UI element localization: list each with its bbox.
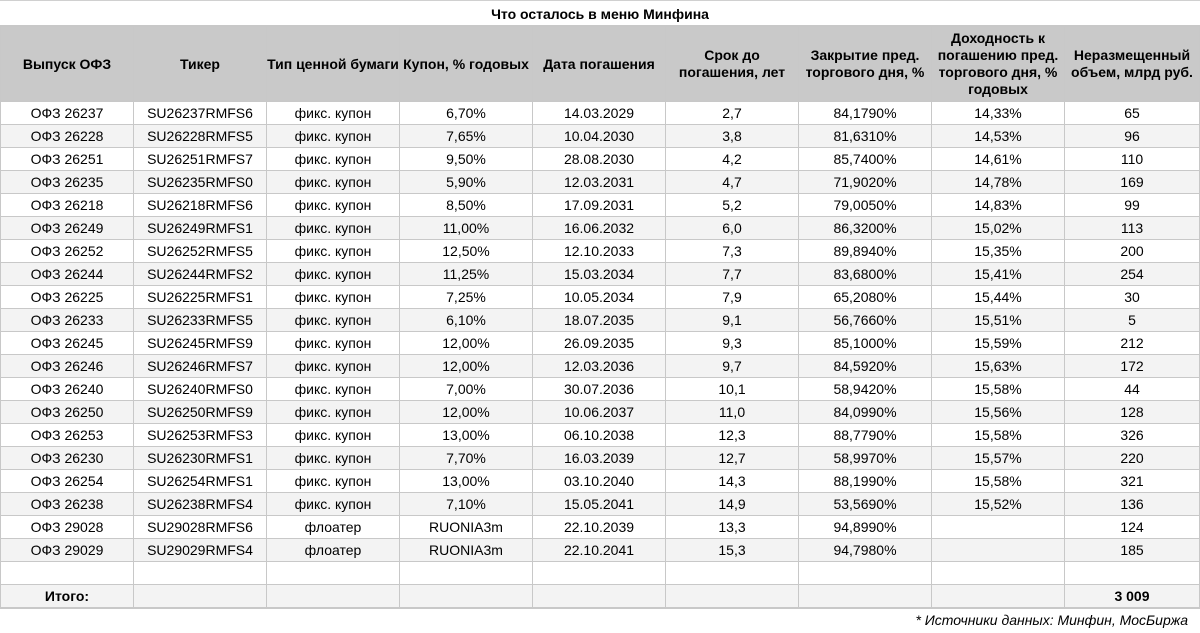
table-cell[interactable]: 254: [1065, 263, 1200, 286]
table-cell[interactable]: 15,58%: [932, 424, 1065, 447]
table-cell[interactable]: 124: [1065, 516, 1200, 539]
table-cell[interactable]: SU26218RMFS6: [134, 194, 267, 217]
table-cell[interactable]: ОФЗ 26237: [1, 102, 134, 125]
table-cell[interactable]: 88,7790%: [799, 424, 932, 447]
table-cell[interactable]: 10,1: [666, 378, 799, 401]
table-cell[interactable]: 65: [1065, 102, 1200, 125]
table-cell[interactable]: 58,9970%: [799, 447, 932, 470]
table-cell[interactable]: 2,7: [666, 102, 799, 125]
source-footnote: * Источники данных: Минфин, МосБиржа: [0, 608, 1200, 631]
table-cell[interactable]: 14,3: [666, 470, 799, 493]
table-cell[interactable]: 9,7: [666, 355, 799, 378]
table-cell[interactable]: 136: [1065, 493, 1200, 516]
table-cell[interactable]: фикс. купон: [267, 194, 400, 217]
table-row: [1, 148, 1200, 171]
table-cell[interactable]: 7,00%: [400, 378, 533, 401]
empty-cell[interactable]: [932, 562, 1065, 585]
table-cell[interactable]: 81,6310%: [799, 125, 932, 148]
table-cell[interactable]: 12.03.2031: [533, 171, 666, 194]
table-cell[interactable]: 7,70%: [400, 447, 533, 470]
table-cell[interactable]: SU26225RMFS1: [134, 286, 267, 309]
empty-cell[interactable]: [134, 585, 267, 608]
table-cell[interactable]: 6,70%: [400, 102, 533, 125]
table-cell[interactable]: 79,0050%: [799, 194, 932, 217]
table-cell[interactable]: 7,9: [666, 286, 799, 309]
column-header[interactable]: Выпуск ОФЗ: [1, 27, 134, 102]
table-cell[interactable]: фикс. купон: [267, 240, 400, 263]
table-cell[interactable]: фикс. купон: [267, 332, 400, 355]
table-cell[interactable]: 5,90%: [400, 171, 533, 194]
table-cell[interactable]: 14,33%: [932, 102, 1065, 125]
table-cell[interactable]: 15,35%: [932, 240, 1065, 263]
table-cell[interactable]: 26.09.2035: [533, 332, 666, 355]
table-cell[interactable]: фикс. купон: [267, 378, 400, 401]
table-header: [1, 27, 1200, 102]
table-cell[interactable]: ОФЗ 26235: [1, 171, 134, 194]
empty-cell[interactable]: [666, 585, 799, 608]
empty-cell[interactable]: [932, 585, 1065, 608]
table-cell[interactable]: 4,2: [666, 148, 799, 171]
table-row: [1, 309, 1200, 332]
table-cell[interactable]: ОФЗ 26251: [1, 148, 134, 171]
table-cell[interactable]: 10.06.2037: [533, 401, 666, 424]
table-cell[interactable]: 185: [1065, 539, 1200, 562]
table-cell[interactable]: 44: [1065, 378, 1200, 401]
table-cell[interactable]: 12,3: [666, 424, 799, 447]
table-cell[interactable]: RUONIA3m: [400, 539, 533, 562]
table-cell[interactable]: ОФЗ 26250: [1, 401, 134, 424]
table-cell[interactable]: 58,9420%: [799, 378, 932, 401]
table-row: [1, 240, 1200, 263]
table-cell[interactable]: 96: [1065, 125, 1200, 148]
table-cell[interactable]: SU26235RMFS0: [134, 171, 267, 194]
table-cell[interactable]: 11,0: [666, 401, 799, 424]
table-cell[interactable]: 15,63%: [932, 355, 1065, 378]
table-cell[interactable]: 85,7400%: [799, 148, 932, 171]
table-cell[interactable]: [932, 516, 1065, 539]
table-cell[interactable]: фикс. купон: [267, 171, 400, 194]
table-cell[interactable]: RUONIA3m: [400, 516, 533, 539]
table-row: [1, 171, 1200, 194]
table-cell[interactable]: 30: [1065, 286, 1200, 309]
table-cell[interactable]: 13,00%: [400, 470, 533, 493]
column-header[interactable]: Доходность к погашению пред. торгового дня, % годовых: [932, 27, 1065, 102]
table-cell[interactable]: 88,1990%: [799, 470, 932, 493]
empty-cell[interactable]: [267, 585, 400, 608]
table-cell[interactable]: SU26246RMFS7: [134, 355, 267, 378]
table-cell[interactable]: 7,3: [666, 240, 799, 263]
table-cell[interactable]: 89,8940%: [799, 240, 932, 263]
table-cell[interactable]: ОФЗ 26245: [1, 332, 134, 355]
table-cell[interactable]: 3,8: [666, 125, 799, 148]
table-cell[interactable]: 12,7: [666, 447, 799, 470]
table-cell[interactable]: ОФЗ 26254: [1, 470, 134, 493]
table-cell[interactable]: SU29028RMFS6: [134, 516, 267, 539]
table-cell[interactable]: 15,3: [666, 539, 799, 562]
empty-row: [1, 562, 1200, 585]
table-cell[interactable]: SU29029RMFS4: [134, 539, 267, 562]
table-row: [1, 355, 1200, 378]
empty-cell[interactable]: [533, 585, 666, 608]
table-cell[interactable]: 84,5920%: [799, 355, 932, 378]
empty-cell[interactable]: [533, 562, 666, 585]
table-cell[interactable]: 6,10%: [400, 309, 533, 332]
table-cell[interactable]: 56,7660%: [799, 309, 932, 332]
table-cell[interactable]: ОФЗ 26244: [1, 263, 134, 286]
table-row: [1, 125, 1200, 148]
table-cell[interactable]: 14,9: [666, 493, 799, 516]
empty-cell[interactable]: [1, 562, 134, 585]
table-cell[interactable]: 12.10.2033: [533, 240, 666, 263]
table-cell[interactable]: 15,02%: [932, 217, 1065, 240]
table-cell[interactable]: 4,7: [666, 171, 799, 194]
table-cell[interactable]: 53,5690%: [799, 493, 932, 516]
table-cell[interactable]: 85,1000%: [799, 332, 932, 355]
table-row: [1, 286, 1200, 309]
table-cell[interactable]: 12,00%: [400, 332, 533, 355]
total-label[interactable]: Итого:: [1, 585, 134, 608]
table-cell[interactable]: ОФЗ 26253: [1, 424, 134, 447]
table-cell[interactable]: 5,2: [666, 194, 799, 217]
empty-cell[interactable]: [267, 562, 400, 585]
empty-cell[interactable]: [799, 585, 932, 608]
table-cell[interactable]: фикс. купон: [267, 217, 400, 240]
table-row: [1, 424, 1200, 447]
table-cell[interactable]: фикс. купон: [267, 493, 400, 516]
table-cell[interactable]: 94,7980%: [799, 539, 932, 562]
table-cell[interactable]: 169: [1065, 171, 1200, 194]
table-cell[interactable]: SU26230RMFS1: [134, 447, 267, 470]
table-cell[interactable]: 17.09.2031: [533, 194, 666, 217]
table-cell[interactable]: 9,1: [666, 309, 799, 332]
table-cell[interactable]: фикс. купон: [267, 447, 400, 470]
table-cell[interactable]: ОФЗ 26240: [1, 378, 134, 401]
table-cell[interactable]: фикс. купон: [267, 263, 400, 286]
table-cell[interactable]: 83,6800%: [799, 263, 932, 286]
column-header[interactable]: Неразмещенный объем, млрд руб.: [1065, 27, 1200, 102]
table-cell[interactable]: 110: [1065, 148, 1200, 171]
empty-cell[interactable]: [799, 562, 932, 585]
table-cell[interactable]: 65,2080%: [799, 286, 932, 309]
table-cell[interactable]: фикс. купон: [267, 401, 400, 424]
column-header[interactable]: Дата погашения: [533, 27, 666, 102]
table-cell[interactable]: 14,53%: [932, 125, 1065, 148]
table-cell[interactable]: SU26251RMFS7: [134, 148, 267, 171]
table-cell[interactable]: ОФЗ 29029: [1, 539, 134, 562]
table-cell[interactable]: ОФЗ 26246: [1, 355, 134, 378]
empty-cell[interactable]: [400, 585, 533, 608]
table-cell[interactable]: SU26249RMFS1: [134, 217, 267, 240]
empty-cell[interactable]: [134, 562, 267, 585]
table-cell[interactable]: фикс. купон: [267, 309, 400, 332]
column-header[interactable]: Срок до погашения, лет: [666, 27, 799, 102]
table-cell[interactable]: SU26252RMFS5: [134, 240, 267, 263]
table-cell[interactable]: ОФЗ 29028: [1, 516, 134, 539]
table-cell[interactable]: фикс. купон: [267, 470, 400, 493]
table-cell[interactable]: 321: [1065, 470, 1200, 493]
table-cell[interactable]: 5: [1065, 309, 1200, 332]
table-cell[interactable]: 06.10.2038: [533, 424, 666, 447]
table-cell[interactable]: фикс. купон: [267, 148, 400, 171]
column-header[interactable]: Закрытие пред. торгового дня, %: [799, 27, 932, 102]
table-cell[interactable]: 12,00%: [400, 401, 533, 424]
table-row: [1, 102, 1200, 125]
table-row: [1, 493, 1200, 516]
table-cell[interactable]: ОФЗ 26238: [1, 493, 134, 516]
table-row: [1, 447, 1200, 470]
table-cell[interactable]: фикс. купон: [267, 125, 400, 148]
table-cell[interactable]: [932, 539, 1065, 562]
table-cell[interactable]: 15,58%: [932, 378, 1065, 401]
table-cell[interactable]: 172: [1065, 355, 1200, 378]
bonds-table: [0, 26, 1200, 608]
table-cell[interactable]: фикс. купон: [267, 102, 400, 125]
table-cell[interactable]: фикс. купон: [267, 286, 400, 309]
total-value[interactable]: 3 009: [1065, 585, 1200, 608]
table-row: [1, 332, 1200, 355]
table-cell[interactable]: 99: [1065, 194, 1200, 217]
table-cell[interactable]: 326: [1065, 424, 1200, 447]
table-row: [1, 378, 1200, 401]
table-cell[interactable]: 71,9020%: [799, 171, 932, 194]
table-cell[interactable]: 15,44%: [932, 286, 1065, 309]
table-row: [1, 263, 1200, 286]
table-cell[interactable]: 28.08.2030: [533, 148, 666, 171]
table-cell[interactable]: фикс. купон: [267, 355, 400, 378]
table-cell[interactable]: 113: [1065, 217, 1200, 240]
table-cell[interactable]: 15,41%: [932, 263, 1065, 286]
table-cell[interactable]: 15,51%: [932, 309, 1065, 332]
table-cell[interactable]: ОФЗ 26249: [1, 217, 134, 240]
table-cell[interactable]: 12,50%: [400, 240, 533, 263]
table-cell[interactable]: SU26238RMFS4: [134, 493, 267, 516]
table-cell[interactable]: ОФЗ 26228: [1, 125, 134, 148]
column-header[interactable]: Тип ценной бумаги: [267, 27, 400, 102]
table-cell[interactable]: фикс. купон: [267, 424, 400, 447]
table-cell[interactable]: 16.06.2032: [533, 217, 666, 240]
table-cell[interactable]: 10.05.2034: [533, 286, 666, 309]
table-cell[interactable]: 15.05.2041: [533, 493, 666, 516]
table-cell[interactable]: 11,00%: [400, 217, 533, 240]
table-cell[interactable]: 84,0990%: [799, 401, 932, 424]
table-cell[interactable]: 15,56%: [932, 401, 1065, 424]
table-cell[interactable]: 6,0: [666, 217, 799, 240]
table-cell[interactable]: 9,3: [666, 332, 799, 355]
table-cell[interactable]: SU26245RMFS9: [134, 332, 267, 355]
table-cell[interactable]: ОФЗ 26225: [1, 286, 134, 309]
table-cell[interactable]: ОФЗ 26252: [1, 240, 134, 263]
table-cell[interactable]: 7,10%: [400, 493, 533, 516]
table-cell[interactable]: 15,57%: [932, 447, 1065, 470]
table-cell[interactable]: 86,3200%: [799, 217, 932, 240]
table-cell[interactable]: 22.10.2041: [533, 539, 666, 562]
table-cell[interactable]: 84,1790%: [799, 102, 932, 125]
table-cell[interactable]: 13,3: [666, 516, 799, 539]
table-cell[interactable]: SU26250RMFS9: [134, 401, 267, 424]
table-cell[interactable]: ОФЗ 26233: [1, 309, 134, 332]
table-row: [1, 539, 1200, 562]
table-cell[interactable]: SU26253RMFS3: [134, 424, 267, 447]
table-title: Что осталось в меню Минфина: [0, 0, 1200, 26]
table-cell[interactable]: 220: [1065, 447, 1200, 470]
table-cell[interactable]: 10.04.2030: [533, 125, 666, 148]
table-body: [1, 102, 1200, 608]
table-cell[interactable]: 7,65%: [400, 125, 533, 148]
table-cell[interactable]: 12.03.2036: [533, 355, 666, 378]
table-cell[interactable]: 15,52%: [932, 493, 1065, 516]
table-row: [1, 217, 1200, 240]
header-row: [1, 27, 1200, 102]
table-cell[interactable]: флоатер: [267, 516, 400, 539]
column-header[interactable]: Купон, % годовых: [400, 27, 533, 102]
table-cell[interactable]: 14.03.2029: [533, 102, 666, 125]
table-cell[interactable]: 18.07.2035: [533, 309, 666, 332]
empty-cell[interactable]: [1065, 562, 1200, 585]
empty-cell[interactable]: [666, 562, 799, 585]
table-cell[interactable]: ОФЗ 26230: [1, 447, 134, 470]
table-cell[interactable]: SU26244RMFS2: [134, 263, 267, 286]
table-row: [1, 401, 1200, 424]
table-cell[interactable]: 200: [1065, 240, 1200, 263]
table-row: [1, 516, 1200, 539]
table-cell[interactable]: 9,50%: [400, 148, 533, 171]
table-cell[interactable]: 94,8990%: [799, 516, 932, 539]
column-header[interactable]: Тикер: [134, 27, 267, 102]
table-cell[interactable]: 22.10.2039: [533, 516, 666, 539]
table-cell[interactable]: SU26254RMFS1: [134, 470, 267, 493]
table-cell[interactable]: 14,78%: [932, 171, 1065, 194]
table-cell[interactable]: SU26233RMFS5: [134, 309, 267, 332]
empty-cell[interactable]: [400, 562, 533, 585]
table-cell[interactable]: 03.10.2040: [533, 470, 666, 493]
table-cell[interactable]: 12,00%: [400, 355, 533, 378]
table-cell[interactable]: 13,00%: [400, 424, 533, 447]
table-cell[interactable]: 11,25%: [400, 263, 533, 286]
table-cell[interactable]: 7,25%: [400, 286, 533, 309]
table-cell[interactable]: 128: [1065, 401, 1200, 424]
table-cell[interactable]: 15.03.2034: [533, 263, 666, 286]
table-cell[interactable]: 16.03.2039: [533, 447, 666, 470]
table-row: [1, 470, 1200, 493]
table-cell[interactable]: 15,58%: [932, 470, 1065, 493]
table-cell[interactable]: 14,61%: [932, 148, 1065, 171]
table-cell[interactable]: SU26228RMFS5: [134, 125, 267, 148]
table-cell[interactable]: 7,7: [666, 263, 799, 286]
table-cell[interactable]: 212: [1065, 332, 1200, 355]
table-cell[interactable]: флоатер: [267, 539, 400, 562]
table-cell[interactable]: 14,83%: [932, 194, 1065, 217]
total-row: [1, 585, 1200, 608]
table-row: [1, 194, 1200, 217]
table-cell[interactable]: 15,59%: [932, 332, 1065, 355]
table-cell[interactable]: 30.07.2036: [533, 378, 666, 401]
table-cell[interactable]: SU26240RMFS0: [134, 378, 267, 401]
table-cell[interactable]: SU26237RMFS6: [134, 102, 267, 125]
table-cell[interactable]: ОФЗ 26218: [1, 194, 134, 217]
table-cell[interactable]: 8,50%: [400, 194, 533, 217]
